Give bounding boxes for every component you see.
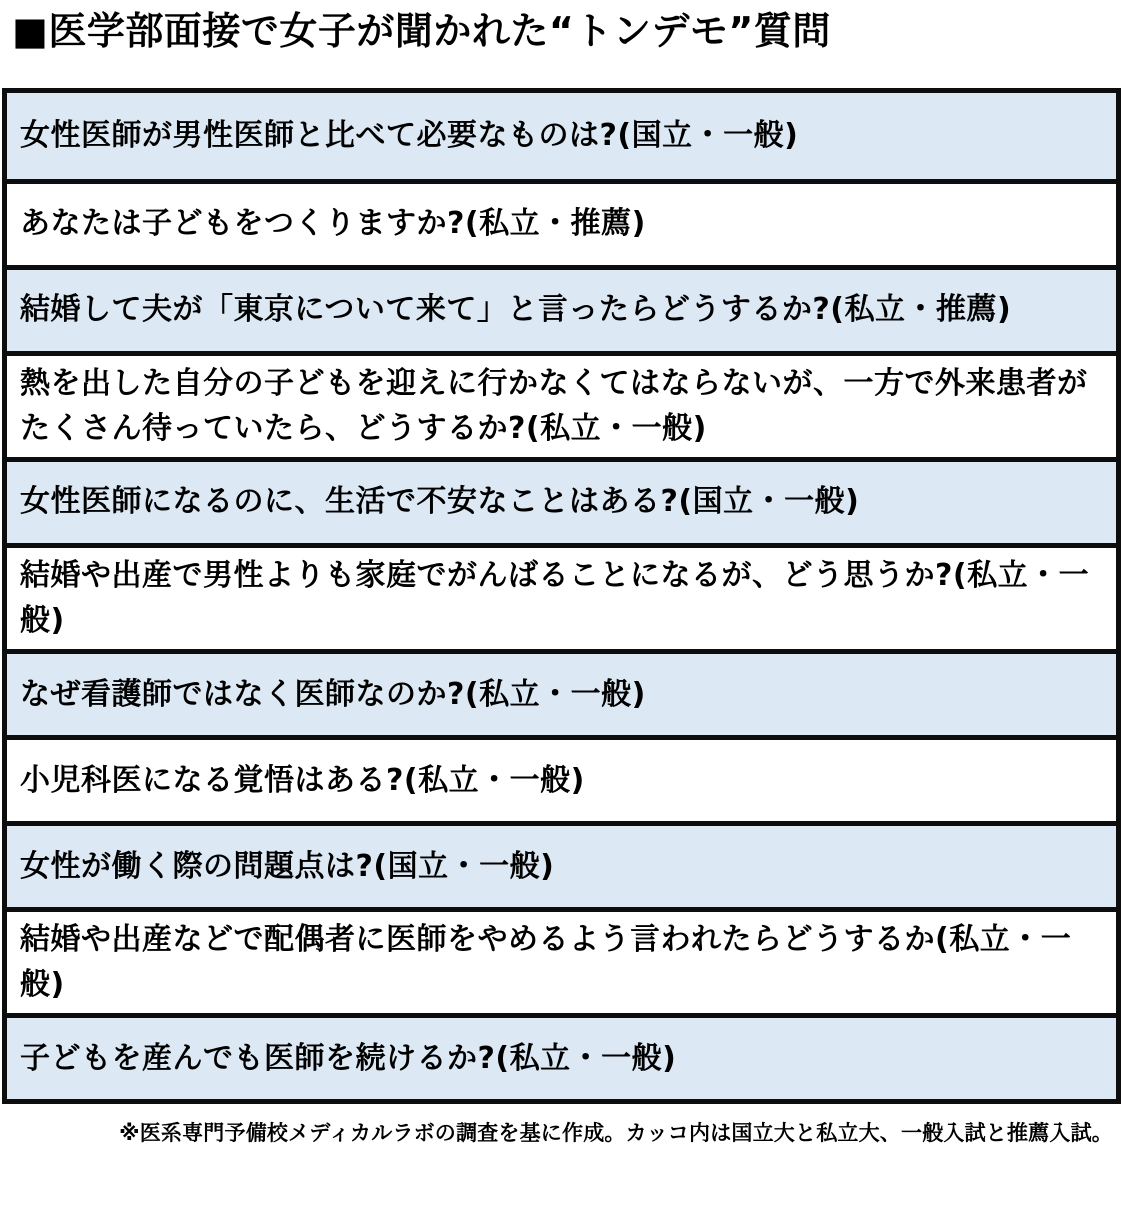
table-row: 結婚して夫が「東京について来て」と言ったらどうするか?(私立・推薦): [7, 265, 1116, 351]
table-row: 結婚や出産などで配偶者に医師をやめるよう言われたらどうするか(私立・一般): [7, 907, 1116, 1013]
table-row: 熱を出した自分の子どもを迎えに行かなくてはならないが、一方で外来患者がたくさん待っていたら、どうするか?(私立・一般): [7, 351, 1116, 457]
table-row: 女性が働く際の問題点は?(国立・一般): [7, 821, 1116, 907]
questions-table: [2, 88, 1121, 1105]
source-footnote: ※医系専門予備校メディカルラボの調査を基に作成。カッコ内は国立大と私立大、一般入試と推薦入試。: [119, 1121, 1113, 1146]
table-row: あなたは子どもをつくりますか?(私立・推薦): [7, 179, 1116, 265]
table-row: 女性医師になるのに、生活で不安なことはある?(国立・一般): [7, 457, 1116, 543]
table-row: なぜ看護師ではなく医師なのか?(私立・一般): [7, 649, 1116, 735]
table-row: 女性医師が男性医師と比べて必要なものは?(国立・一般): [7, 93, 1116, 179]
table-row: 子どもを産んでも医師を続けるか?(私立・一般): [7, 1013, 1116, 1099]
table-row: 結婚や出産で男性よりも家庭でがんばることになるが、どう思うか?(私立・一般): [7, 543, 1116, 649]
page-title: ■医学部面接で女子が聞かれた“トンデモ”質問: [12, 9, 831, 53]
table-row: 小児科医になる覚悟はある?(私立・一般): [7, 735, 1116, 821]
